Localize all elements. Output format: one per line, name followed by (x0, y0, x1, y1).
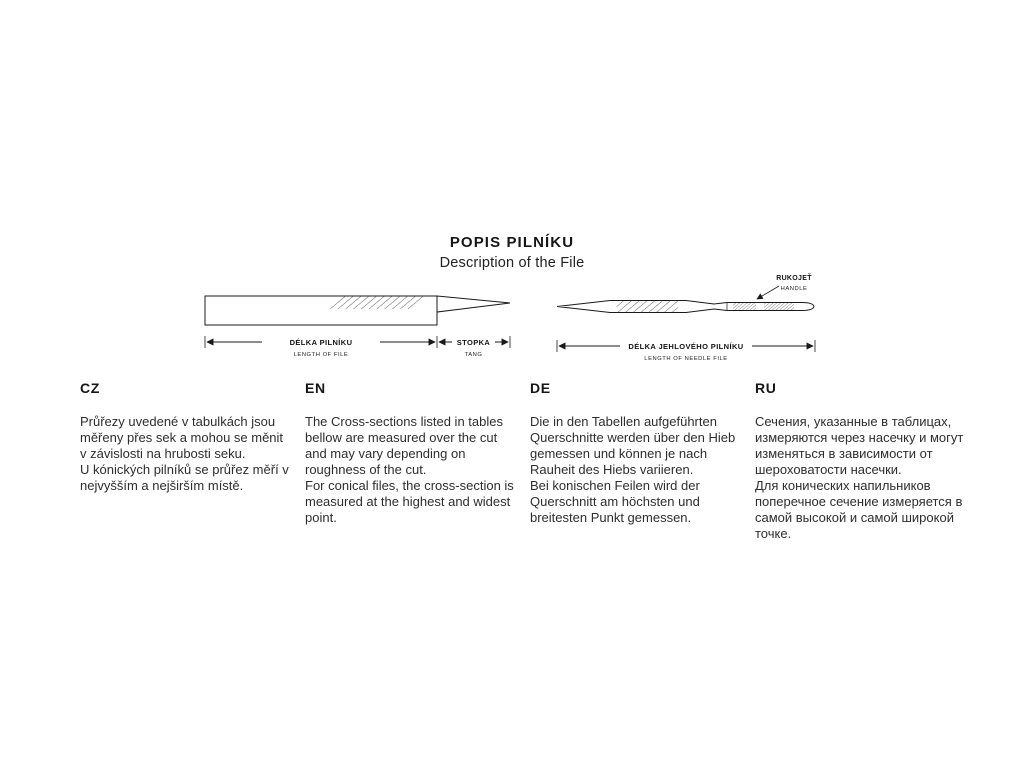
page-subtitle: Description of the File (439, 255, 585, 271)
tang-sublabel: TANG (464, 352, 483, 358)
handle-sublabel: HANDLE (780, 286, 808, 292)
length-of-needle-file-sublabel: LENGTH OF NEEDLE FILE (644, 356, 728, 362)
page-title: POPIS PILNÍKU (449, 234, 575, 251)
language-column-de (530, 380, 740, 542)
length-of-file-label: DÉLKA PILNÍKU (289, 338, 353, 347)
description-paragraph: Průřezy uvedené v tabulkách jsou měřeny přes sek a mohou se měnit v závislosti na hrubosti seku. (80, 414, 284, 461)
language-column-ru (755, 380, 965, 542)
length-of-needle-file-label: DÉLKA JEHLOVÉHO PILNÍKU (628, 342, 744, 351)
handle-label: RUKOJEŤ (776, 275, 812, 282)
description-paragraph: U kónických pilníků se průřez měří v nejvyšším a nejširším místě. (80, 461, 289, 493)
flat-file-diagram (198, 289, 518, 363)
flat-file-body (205, 296, 510, 325)
handle-knurling (733, 303, 756, 310)
language-columns (80, 380, 965, 542)
language-code-de: DE (530, 380, 551, 396)
file-tang-shape (437, 296, 510, 312)
handle-callout (757, 273, 812, 299)
needle-file-diagram (548, 266, 824, 366)
description-paragraph: The Cross-sections listed in tables bellow are measured over the cut and may vary depending on roughness of the cut. (305, 414, 503, 477)
description-paragraph: Die in den Tabellen aufgeführten Querschnitte werden über den Hieb gemessen und können je nach Rauheit des Hiebs variieren. (530, 414, 736, 477)
description-paragraph: Сечения, указанные в таблицах, измеряются через насечку и могут изменяться в зависимости от шероховатости насечки. (755, 414, 964, 477)
needle-file-drawing (548, 266, 824, 366)
needle-file-body (557, 301, 814, 313)
description-paragraph: Для конических напильников поперечное сечение измеряется в самой высокой и самой широкой точке. (755, 477, 963, 541)
flat-file-drawing (198, 289, 518, 363)
cut-hatching (613, 301, 682, 313)
language-column-cz (80, 380, 290, 542)
title-block (0, 234, 1024, 271)
tang-dimension (439, 335, 508, 359)
language-code-cz: CZ (80, 380, 100, 396)
language-column-en (305, 380, 515, 542)
language-code-en: EN (305, 380, 326, 396)
handle-callout-arrow (757, 286, 779, 299)
description-paragraph: Bei konischen Feilen wird der Querschnitt am höchsten und breitesten Punkt gemessen. (530, 477, 700, 525)
length-of-needle-file-dimension (557, 339, 815, 363)
language-code-ru: RU (755, 380, 777, 396)
description-paragraph: For conical files, the cross-section is measured at the highest and widest point. (305, 477, 514, 525)
handle-knurling (764, 303, 794, 310)
cut-hatching (324, 297, 428, 310)
length-of-file-sublabel: LENGTH OF FILE (293, 352, 349, 358)
tang-label: STOPKA (456, 338, 491, 347)
